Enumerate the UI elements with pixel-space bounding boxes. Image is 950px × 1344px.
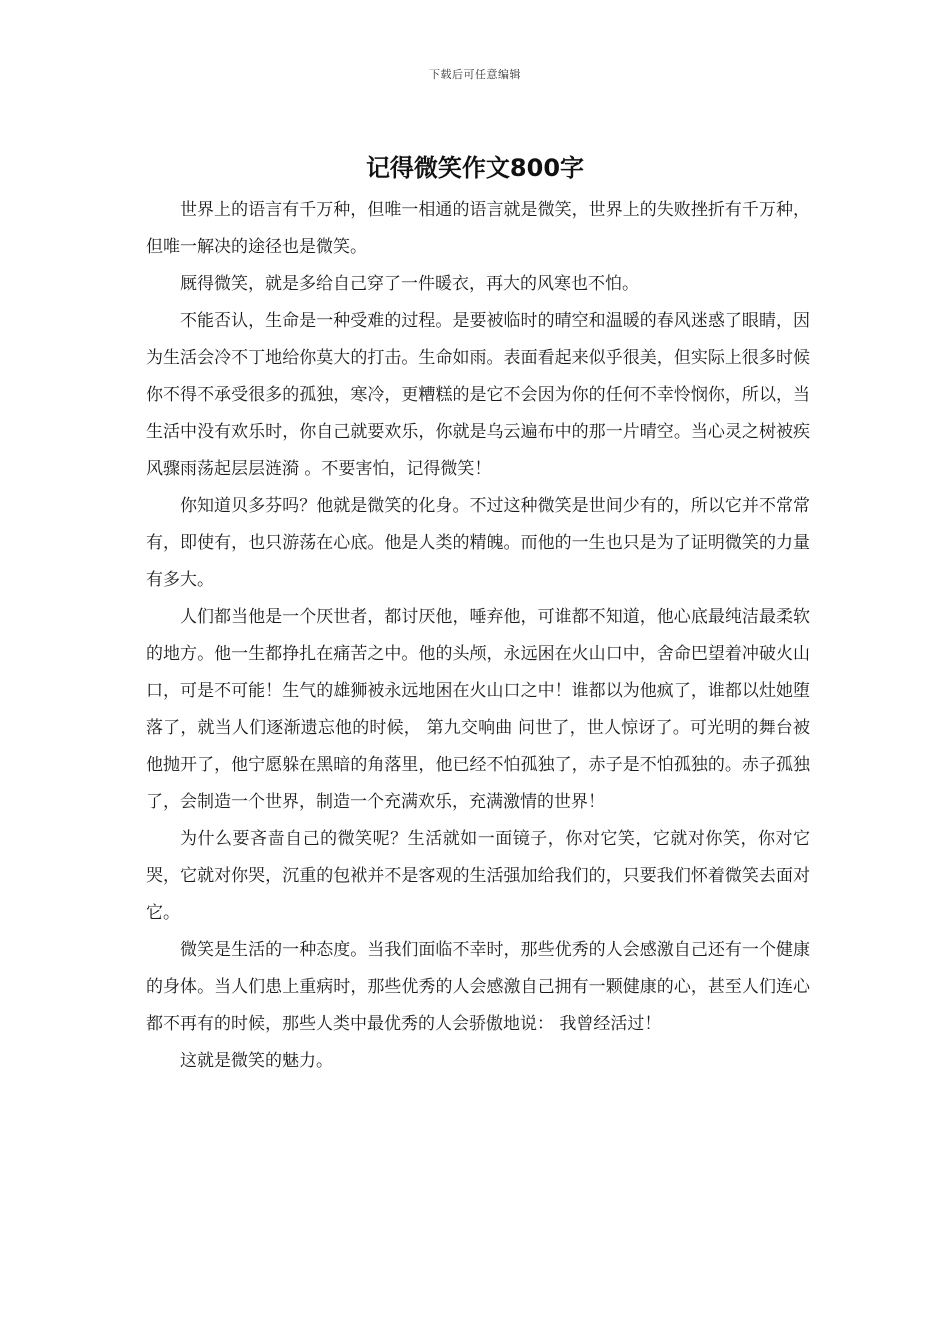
paragraph-3: 不能否认，生命是一种受难的过程。是要被临时的晴空和温暖的春风迷惑了眼睛，因为生活会冷不丁地给你莫大的打击。生命如雨。表面看起来似乎很美，但实际上很多时候你不得不承受很多的孤独，寒冷，更糟糕的是它不会因为你的任何不幸怜悯你，所以，当生活中没有欢乐时，你自己就要欢乐，你就是乌云遍布中的那一片晴空。当心灵之树被疾风骤雨荡起层层涟漪 。不要害怕，记得微笑！ — [146, 311, 810, 479]
essay-body — [146, 192, 810, 1080]
paragraph-8: 这就是微笑的魅力。 — [180, 1051, 333, 1071]
paragraph-6: 为什么要吝啬自己的微笑呢？生活就如一面镜子，你对它笑，它就对你笑，你对它哭，它就对你哭，沉重的包袱并不是客观的生活强加给我们的，只要我们怀着微笑去面对它。 — [146, 829, 810, 923]
header-note: 下载后可任意编辑 — [429, 68, 521, 81]
paragraph-5: 人们都当他是一个厌世者，都讨厌他，唾弃他，可谁都不知道，他心底最纯洁最柔软的地方。他一生都挣扎在痛苦之中。他的头颅，永远困在火山口中，舍命巴望着冲破火山口，可是不可能！生气的雄狮被永远地困在火山口之中！谁都以为他疯了，谁都以灶她堕落了，就当人们逐渐遗忘他的时候， 第九交响曲 问世了，世人惊讶了。可光明的舞台被他抛开了，他宁愿躲在黑暗的角落里，他已经不怕孤独了，赤子是不怕孤独的。赤子孤独了，会制造一个世界，制造一个充满欢乐，充满激情的世界！ — [146, 607, 810, 812]
paragraph-4: 你知道贝多芬吗？他就是微笑的化身。不过这种微笑是世间少有的，所以它并不常常有，即使有，也只游荡在心底。他是人类的精魄。而他的一生也只是为了证明微笑的力量有多大。 — [146, 496, 810, 590]
paragraph-1: 世界上的语言有千万种，但唯一相通的语言就是微笑，世界上的失败挫折有千万种，但唯一解决的途径也是微笑。 — [146, 200, 810, 257]
paragraph-7: 微笑是生活的一种态度。当我们面临不幸时，那些优秀的人会感激自己还有一个健康的身体。当人们患上重病时，那些优秀的人会感激自己拥有一颗健康的心，甚至人们连心都不再有的时候，那些人类中最优秀的人会骄傲地说： 我曾经活过！ — [146, 940, 810, 1034]
page-title: 记得微笑作文800字 — [365, 154, 585, 182]
paragraph-2: 厩得微笑，就是多给自己穿了一件暖衣，再大的风寒也不怕。 — [180, 274, 639, 294]
